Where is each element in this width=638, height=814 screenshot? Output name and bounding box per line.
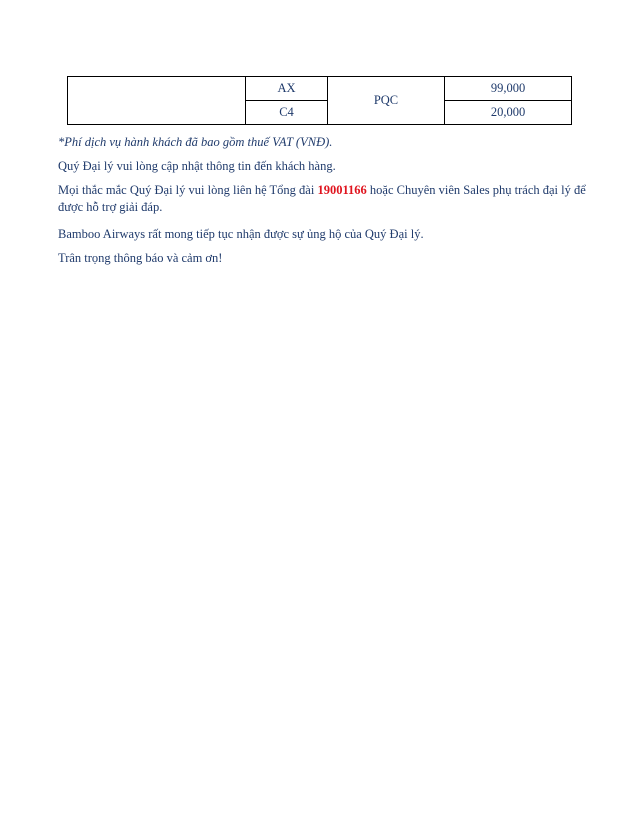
contact-prefix: Mọi thắc mắc Quý Đại lý vui lòng liên hệ Tổng đài — [58, 183, 318, 197]
thanks-paragraph: Trân trọng thông báo và cảm ơn! — [58, 251, 223, 265]
update-info-paragraph: Quý Đại lý vui lòng cập nhật thông tin đến khách hàng. — [58, 159, 336, 173]
table-cell-empty — [68, 77, 246, 125]
table-row — [68, 77, 572, 101]
table-cell-airport: PQC — [328, 77, 445, 125]
vat-footnote: *Phí dịch vụ hành khách đã bao gồm thuế VAT (VNĐ). — [58, 135, 333, 149]
table-cell-fee: 99,000 — [445, 77, 572, 101]
contact-suffix: hoặc Chuyên viên Sales phụ trách đại lý để được hỗ trợ giải đáp. — [58, 183, 586, 214]
hotline-number: 19001166 — [317, 183, 367, 197]
contact-paragraph — [58, 182, 593, 216]
table-cell-class-code: AX — [246, 77, 328, 101]
support-paragraph: Bamboo Airways rất mong tiếp tục nhận được sự ủng hộ của Quý Đại lý. — [58, 227, 424, 241]
table-cell-class-code: C4 — [246, 101, 328, 125]
table-cell-fee: 20,000 — [445, 101, 572, 125]
service-fee-table — [67, 76, 572, 125]
